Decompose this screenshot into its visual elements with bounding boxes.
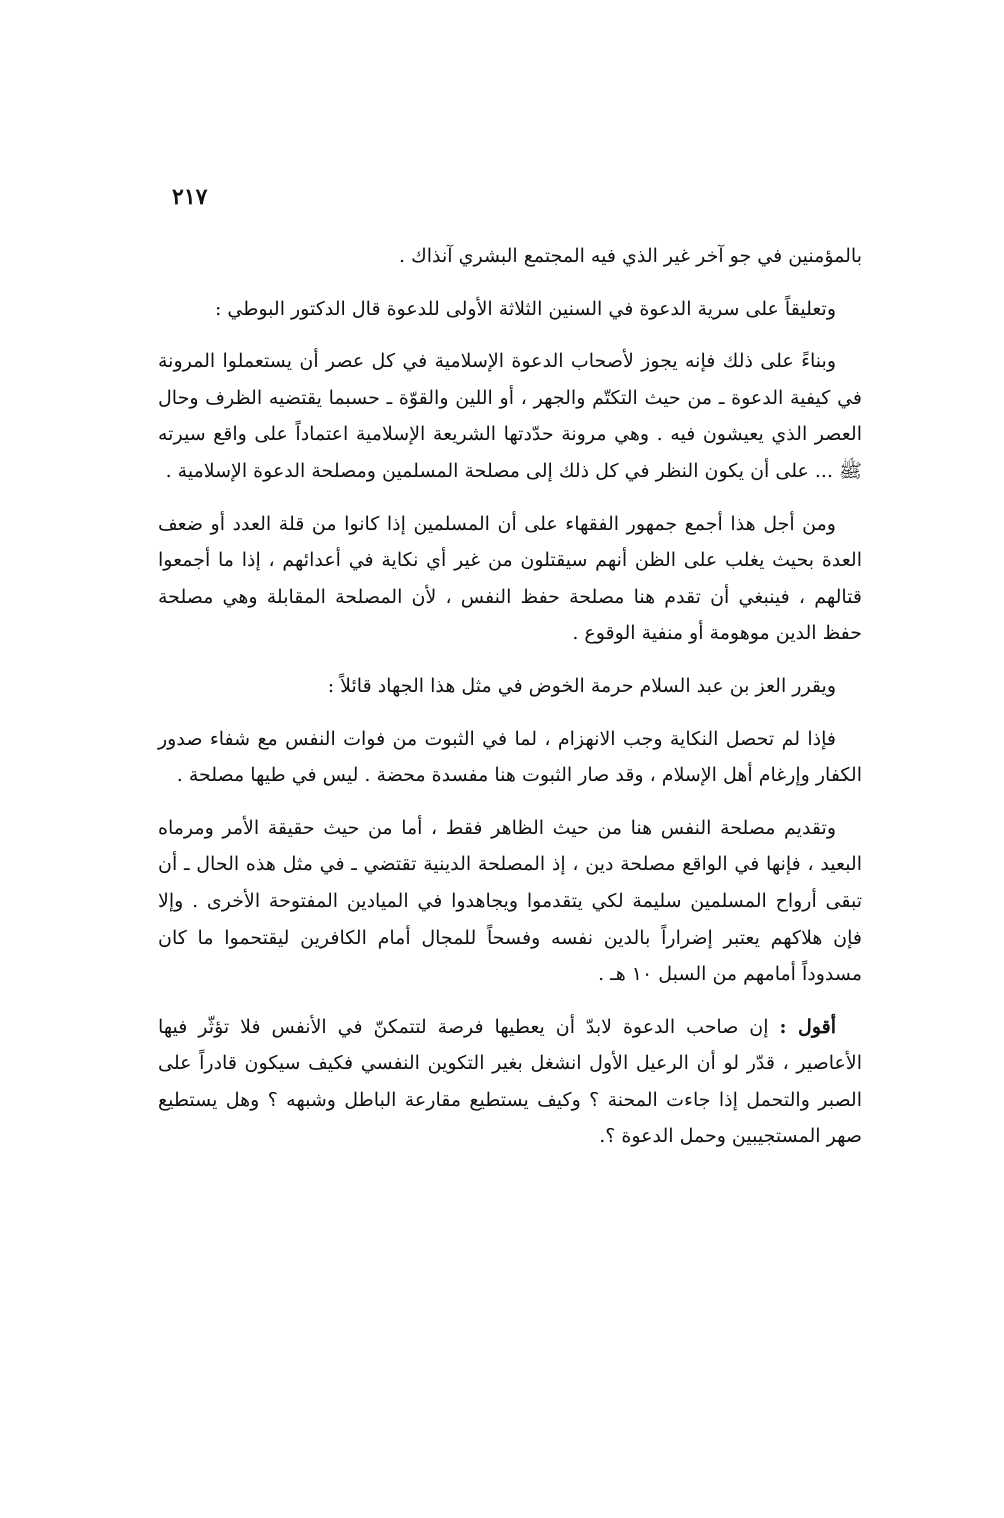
author-comment-text: إن صاحب الدعوة لابدّ أن يعطيها فرصة لتتمكنّ في الأنفس فلا تؤثّر فيها الأعاصير ، قدّر لو أن الرعيل الأول انشغل بغير التكوين النفسي فكيف سيكون قادراً على الصبر والتحمل إذا جاءت المحنة ؟ وكيف يستطيع مقارعة الباطل وشبهه ؟ وهل يستطيع صهر المستجيبين وحمل الدعوة ؟. bbox=[158, 1015, 862, 1148]
paragraph-quote-jurists: ومن أجل هذا أجمع جمهور الفقهاء على أن المسلمين إذا كانوا من قلة العدد أو ضعف العدة بحيث يغلب على الظن أنهم سيقتلون من غير أي نكاية في أعدائهم ، إذا ما أجمعوا قتالهم ، فينبغي أن تقدم هنا مصلحة حفظ النفس ، لأن المصلحة المقابلة وهي مصلحة حفظ الدين موهومة أو منفية الوقوع . bbox=[158, 512, 862, 645]
page-number: ٢١٧ bbox=[172, 184, 208, 210]
paragraph-quote-izz: فإذا لم تحصل النكاية وجب الانهزام ، لما في الثبوت من فوات النفس مع شفاء صدور الكفار وإرغام أهل الإسلام ، وقد صار الثبوت هنا مفسدة محضة . ليس في طيها مصلحة . bbox=[158, 727, 862, 787]
paragraph-intro-izz: ويقرر العز بن عبد السلام حرمة الخوض في مثل هذا الجهاد قائلاً : bbox=[327, 674, 836, 697]
paragraph-quote-flexibility: وبناءً على ذلك فإنه يجوز لأصحاب الدعوة الإسلامية في كل عصر أن يستعملوا المرونة في كيفية الدعوة ـ من حيث التكتّم والجهر ، أو اللين والقوّة ـ حسبما يقتضيه الظرف وحال العصر الذي يعيشون فيه . وهي مرونة حدّدتها الشريعة الإسلامية اعتماداً على واقع سيرته ﷺ ... على أن يكون النظر في كل ذلك إلى مصلحة المسلمين ومصلحة الدعوة الإسلامية . bbox=[158, 350, 862, 482]
page-body bbox=[158, 238, 862, 1155]
author-comment-lead: أقول : bbox=[779, 1015, 836, 1038]
paragraph-author-comment bbox=[158, 1009, 862, 1155]
paragraph-continuation: بالمؤمنين في جو آخر غير الذي فيه المجتمع البشري آنذاك . bbox=[399, 245, 862, 267]
paragraph-quote-self-preservation: وتقديم مصلحة النفس هنا من حيث الظاهر فقط ، أما من حيث حقيقة الأمر ومرماه البعيد ، فإنها في الواقع مصلحة دين ، إذ المصلحة الدينية تقتضي ـ في مثل هذه الحال ـ أن تبقى أرواح المسلمين سليمة لكي يتقدموا ويجاهدوا في الميادين المفتوحة الأخرى . وإلا فإن هلاكهم يعتبر إضراراً بالدين نفسه وفسحاً للمجال أمام الكافرين ليقتحموا ما كان مسدوداً أمامهم من السبل ١٠ هـ . bbox=[158, 816, 862, 986]
paragraph-intro-albouti: وتعليقاً على سرية الدعوة في السنين الثلاثة الأولى للدعوة قال الدكتور البوطي : bbox=[214, 297, 836, 320]
